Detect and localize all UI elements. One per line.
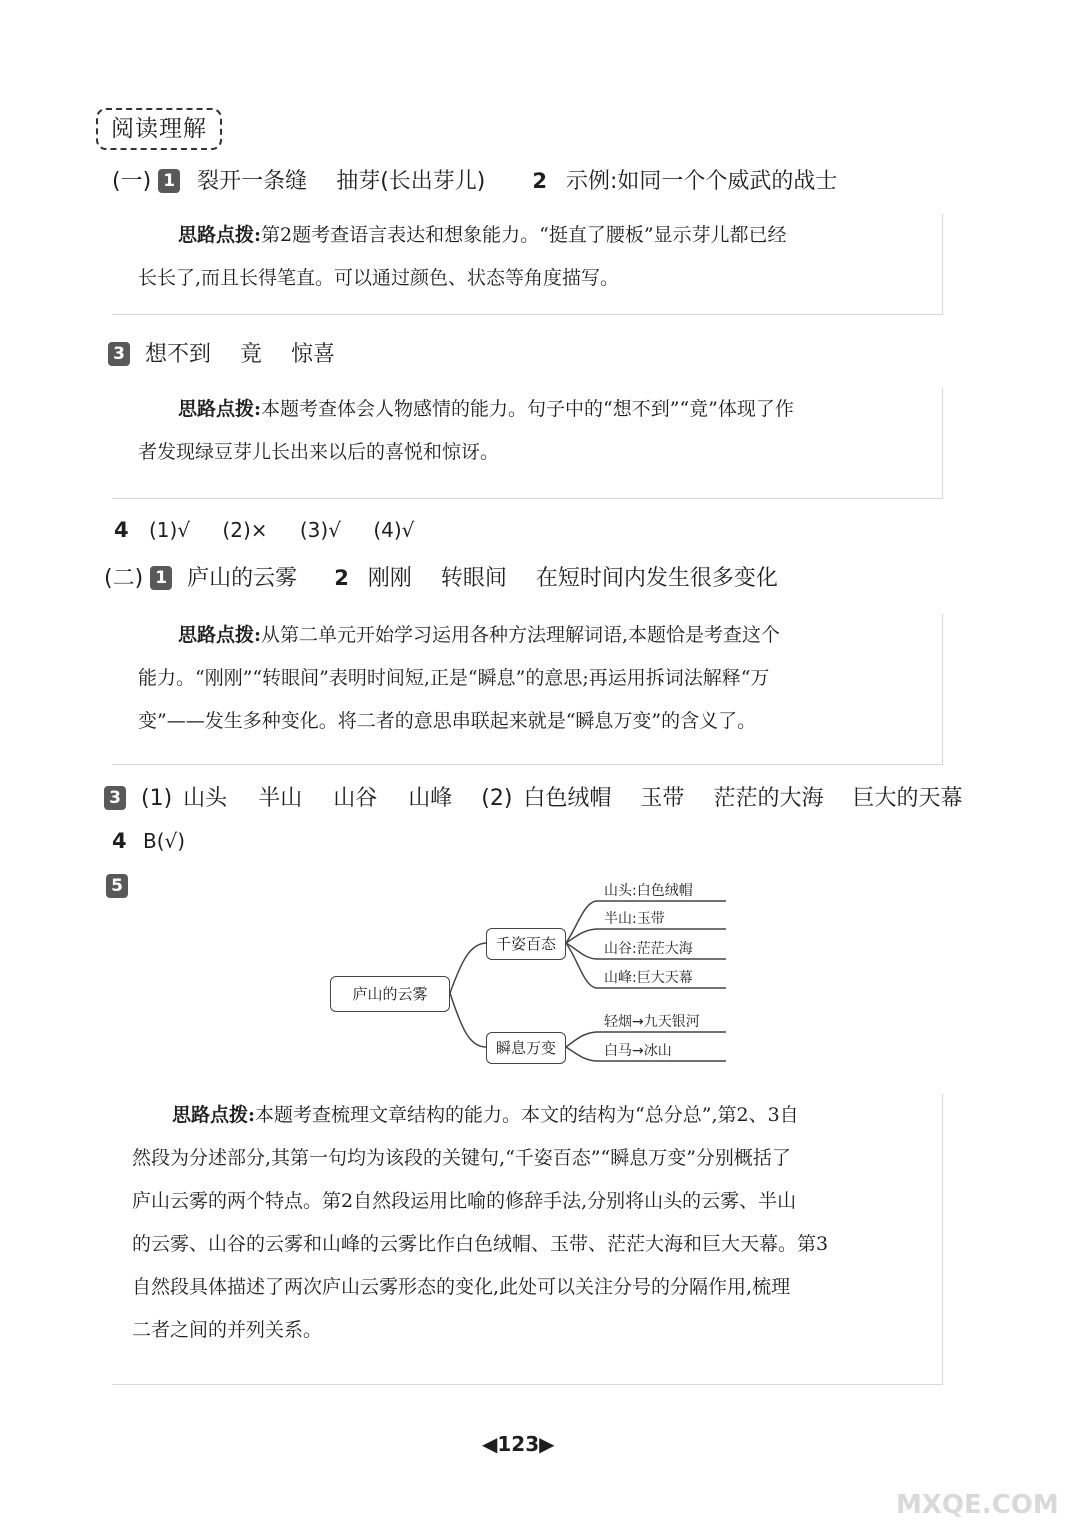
answer-text: 想不到: [145, 342, 212, 367]
answer-text: B(√): [142, 829, 186, 853]
answer-text: 巨大的天幕: [852, 786, 963, 811]
judgement-item: (3)√: [299, 518, 341, 542]
question-number-badge: 3: [104, 786, 126, 810]
arrow-left-icon: ◀: [482, 1432, 498, 1456]
judgement-item: (4)√: [373, 518, 415, 542]
hint-line: 自然段具体描述了两次庐山云雾形态的变化,此处可以关注分号的分隔作用,梳理: [132, 1276, 791, 1298]
question-number-badge: 5: [106, 874, 128, 898]
connector-leaf: [566, 943, 596, 988]
connector-leaf: [566, 1047, 596, 1061]
hint-line: 长长了,而且长得笔直。可以通过颜色、状态等角度描写。: [138, 267, 620, 289]
hint-text: 第2题考查语言表达和想象能力。“挺直了腰板”显示芽儿都已经: [261, 224, 787, 246]
judgement-item: (1)√: [148, 518, 191, 542]
question-number-badge: 1: [150, 566, 172, 590]
hint-line: [112, 1094, 942, 1137]
mindmap-leaf: 白马→冰山: [604, 1043, 672, 1059]
question-number-badge: 1: [158, 169, 180, 193]
hint-label: 思路点拨:: [172, 1104, 256, 1126]
connector-root-branch2: [450, 993, 486, 1047]
hint-line: 二者之间的并列关系。: [132, 1319, 323, 1341]
answer-text: 玉带: [640, 786, 685, 811]
answer-text: 转眼间: [440, 566, 507, 591]
hint-text: 从第二单元开始学习运用各种方法理解词语,本题恰是考查这个: [261, 624, 781, 646]
arrow-right-icon: ▶: [539, 1432, 555, 1456]
hint-text: 本题考查梳理文章结构的能力。本文的结构为“总分总”,第2、3自: [255, 1104, 799, 1126]
answer-text: 茫茫的大海: [713, 786, 824, 811]
page-number-text: 123: [497, 1432, 540, 1456]
hint-label: 思路点拨:: [178, 624, 262, 646]
answer-text: 在短时间内发生很多变化: [535, 566, 778, 591]
answer-text: 山头: [183, 786, 228, 811]
answer-text: 山谷: [333, 786, 378, 811]
answer-text: 示例:如同一个个威武的战士: [565, 169, 838, 194]
answer-text: 白色绒帽: [523, 786, 612, 811]
sub-question-label: (2): [481, 786, 513, 811]
hint-line: 的云雾、山谷的云雾和山峰的云雾比作白色绒帽、玉带、茫茫大海和巨大天幕。第3: [132, 1233, 829, 1255]
mindmap-leaf: 山峰:巨大天幕: [604, 970, 693, 986]
question-number: 2: [334, 566, 349, 590]
answer-text: 刚刚: [367, 566, 412, 591]
hint-label: 思路点拨:: [178, 398, 262, 420]
mindmap-leaf: 半山:玉带: [604, 911, 665, 927]
mindmap-root: 庐山的云雾: [330, 976, 450, 1012]
hint-line: 然段为分述部分,其第一句均为该段的关键句,“千姿百态”“瞬息万变”分别概括了: [132, 1147, 791, 1169]
mindmap-branch: 千姿百态: [486, 928, 566, 960]
connector-leaf: [566, 1032, 596, 1047]
mindmap-leaf: 轻烟→九天银河: [604, 1014, 700, 1030]
answer-text: 竟: [240, 342, 263, 367]
mindmap-branch: 瞬息万变: [486, 1032, 566, 1064]
answer-text: 抽芽(长出芽儿): [336, 169, 486, 194]
part2-label: (二): [104, 566, 144, 591]
mindmap-leaf: 山谷:茫茫大海: [604, 941, 693, 957]
hint-line: 能力。“刚刚”“转眼间”表明时间短,正是“瞬息”的意思;再运用拆词法解释“万: [138, 667, 770, 689]
question-number: 4: [114, 518, 129, 542]
answer-text: 裂开一条缝: [197, 169, 308, 194]
hint-line: 者发现绿豆芽儿长出来以后的喜悦和惊讶。: [138, 441, 500, 463]
question-number: 4: [112, 829, 127, 853]
hint-line: 庐山云雾的两个特点。第2自然段运用比喻的修辞手法,分别将山头的云雾、半山: [132, 1190, 797, 1212]
connector-root-branch1: [450, 943, 486, 993]
side-decoration: [1035, 545, 1063, 775]
question-number: 2: [532, 169, 547, 193]
hint-line: 变”——发生多种变化。将二者的意思串联起来就是“瞬息万变”的含义了。: [138, 710, 757, 732]
sub-question-label: (1): [141, 786, 173, 811]
question-number-badge: 3: [108, 342, 130, 366]
section-title: 阅读理解: [96, 108, 222, 150]
mindmap-leaf: 山头:白色绒帽: [604, 883, 693, 899]
page-number: [482, 1432, 555, 1456]
hint-text: 本题考查体会人物感情的能力。句子中的“想不到”“竟”体现了作: [261, 398, 794, 420]
part1-label: (一): [112, 169, 152, 194]
answer-text: 庐山的云雾: [187, 566, 298, 591]
answer-text: 惊喜: [291, 342, 336, 367]
watermark: MXQE.COM: [896, 1490, 1059, 1520]
hint-box: [112, 1094, 943, 1385]
answer-text: 半山: [258, 786, 303, 811]
answer-text: 山峰: [408, 786, 453, 811]
hint-label: 思路点拨:: [178, 224, 262, 246]
connector-leaf: [566, 901, 596, 943]
judgement-item: (2)×: [222, 518, 268, 542]
